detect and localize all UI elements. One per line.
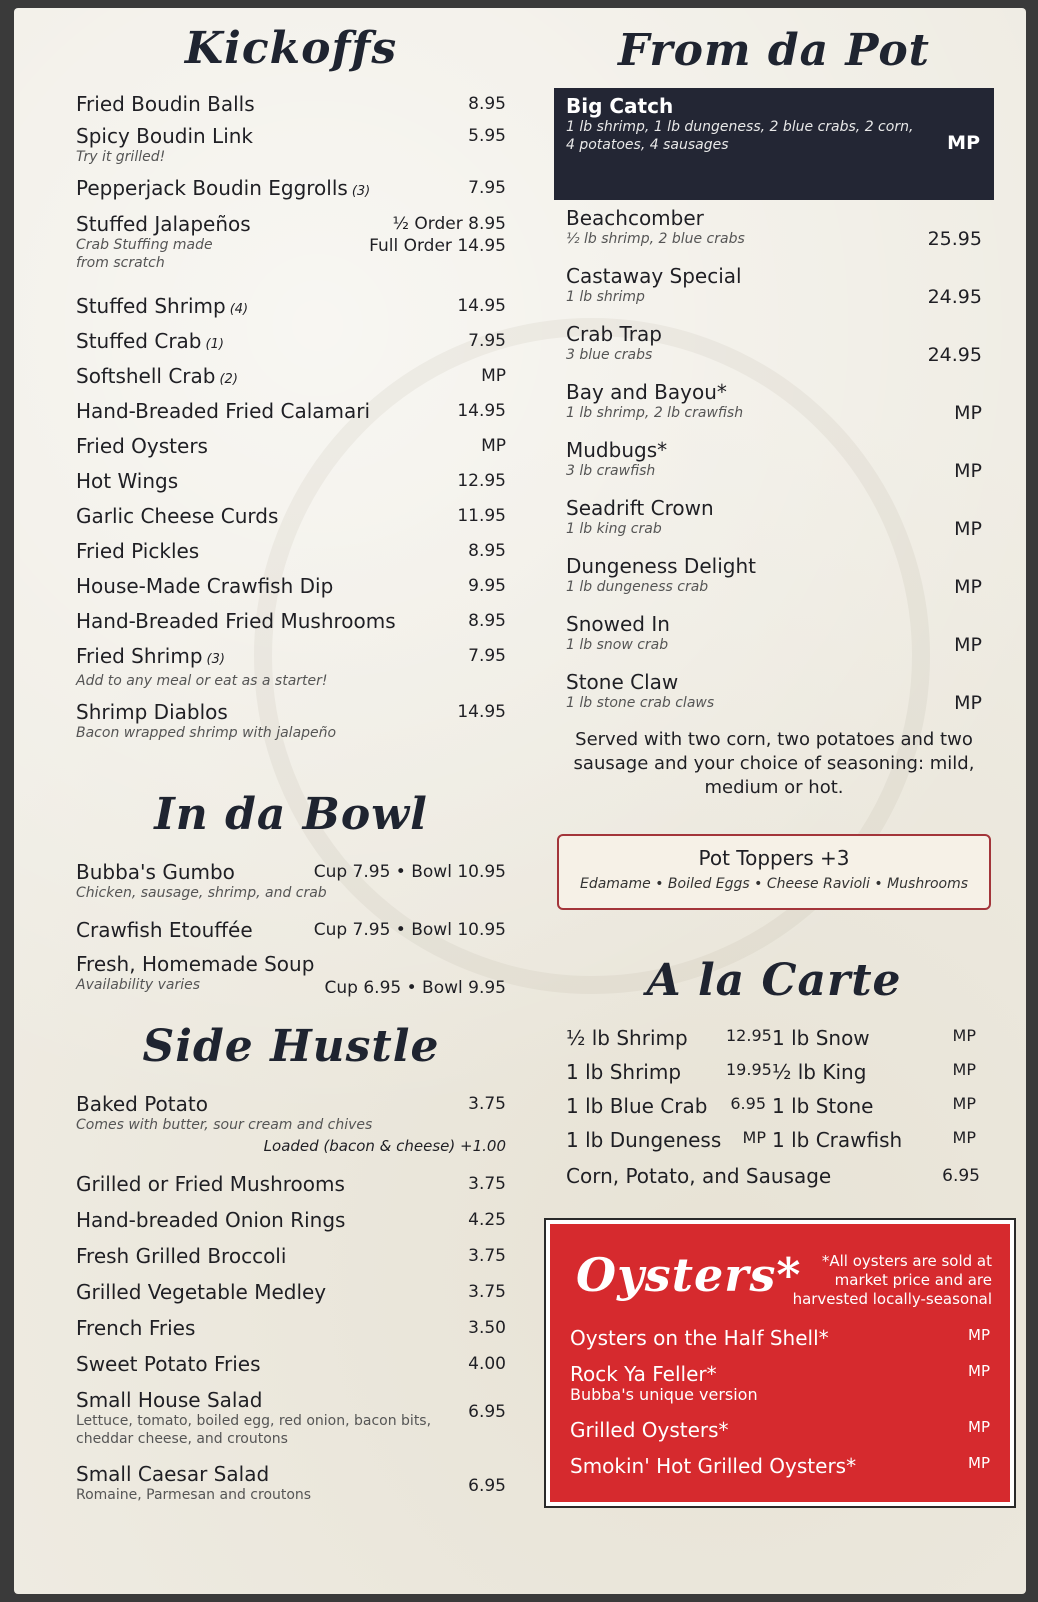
menu-item: French Fries 3.50	[76, 1316, 506, 1340]
alacarte-item: 1 lb Dungeness	[566, 1128, 722, 1152]
alacarte-item: 1 lb Blue Crab	[566, 1094, 708, 1118]
menu-item: Pepperjack Boudin Eggrolls (3) 7.95	[76, 176, 506, 200]
menu-item: House-Made Crawfish Dip 9.95	[76, 574, 506, 598]
alacarte-price: MP	[742, 1128, 766, 1147]
menu-item: Stuffed Crab (1) 7.95	[76, 329, 506, 353]
served-note: Served with two corn, two potatoes and two sausage and your choice of seasoning: mild, medium or hot.	[573, 729, 975, 798]
bowl-section	[76, 788, 506, 842]
menu-item: Fried Oysters MP	[76, 434, 506, 458]
alacarte-item: ½ lb Shrimp	[566, 1026, 688, 1050]
menu-item: Fried Shrimp (3) 7.95 Add to any meal or eat as a starter!	[76, 644, 506, 689]
alacarte-item: 1 lb Snow	[772, 1026, 870, 1050]
menu-item: Stuffed Shrimp (4) 14.95	[76, 294, 506, 318]
kickoffs-title: Kickoffs	[184, 23, 398, 74]
oysters-note: *All oysters are sold at market price and are harvested locally-seasonal	[792, 1252, 992, 1308]
menu-item: Stone Claw 1 lb stone crab claws MP	[566, 670, 982, 714]
alacarte-price: 6.95	[730, 1094, 766, 1113]
big-catch-item: Big Catch 1 lb shrimp, 1 lb dungeness, 2 blue crabs, 2 corn, 4 potatoes, 4 sausages MP	[554, 88, 994, 200]
menu-item: Corn, Potato, and Sausage 6.95	[566, 1164, 980, 1188]
menu-item: Beachcomber ½ lb shrimp, 2 blue crabs 25.95	[566, 206, 982, 250]
alacarte-price: MP	[952, 1060, 976, 1079]
side-section	[76, 1020, 506, 1074]
menu-item: Small Caesar Salad 6.95 Romaine, Parmesan and croutons	[76, 1462, 506, 1503]
menu-item: Spicy Boudin Link 5.95 Try it grilled!	[76, 124, 506, 165]
menu-item: Shrimp Diablos 14.95 Bacon wrapped shrimp with jalapeño	[76, 700, 506, 741]
pot-list	[554, 88, 994, 800]
side-list	[76, 1092, 506, 1512]
menu-item: Hand-Breaded Fried Mushrooms 8.95	[76, 609, 506, 633]
menu-item: Crab Trap 3 blue crabs 24.95	[566, 322, 982, 366]
menu-item: Fresh, Homemade Soup Cup 6.95 • Bowl 9.95 Availability varies	[76, 952, 506, 998]
menu-item: Stuffed Jalapeños ½ Order 8.95 Crab Stuffing made from scratch Full Order 14.95	[76, 212, 506, 271]
menu-item: Hot Wings 12.95	[76, 469, 506, 493]
alacarte-item: 1 lb Crawfish	[772, 1128, 903, 1152]
menu-item: Grilled Oysters* MP	[570, 1418, 990, 1442]
oysters-box	[546, 1220, 1014, 1506]
alacarte-price: 19.95	[726, 1060, 772, 1079]
pot-toppers-box: Pot Toppers +3 Edamame • Boiled Eggs • Cheese Ravioli • Mushrooms	[557, 834, 991, 910]
menu-item: Snowed In 1 lb snow crab MP	[566, 612, 982, 656]
alacarte-price: MP	[952, 1026, 976, 1045]
menu-item: Mudbugs* 3 lb crawfish MP	[566, 438, 982, 482]
menu-item: Crawfish Etouffée Cup 7.95 • Bowl 10.95	[76, 918, 506, 942]
menu-item: Oysters on the Half Shell* MP	[570, 1326, 990, 1350]
bowl-title: In da Bowl	[154, 789, 428, 840]
menu-item: Hand-breaded Onion Rings 4.25	[76, 1208, 506, 1232]
menu-item: Bay and Bayou* 1 lb shrimp, 2 lb crawfish MP	[566, 380, 982, 424]
menu-item: Grilled Vegetable Medley 3.75	[76, 1280, 506, 1304]
menu-item: Seadrift Crown 1 lb king crab MP	[566, 496, 982, 540]
menu-item: Baked Potato 3.75 Comes with butter, sour cream and chives Loaded (bacon & cheese) +1.00	[76, 1092, 506, 1155]
menu-item: Castaway Special 1 lb shrimp 24.95	[566, 264, 982, 308]
menu-item: Dungeness Delight 1 lb dungeness crab MP	[566, 554, 982, 598]
oysters-title: Oysters*	[576, 1248, 802, 1302]
alacarte-item: ½ lb King	[772, 1060, 867, 1084]
alacarte-grid	[566, 1026, 986, 1188]
alacarte-section	[554, 954, 994, 1008]
menu-item: Garlic Cheese Curds 11.95	[76, 504, 506, 528]
side-title: Side Hustle	[142, 1021, 440, 1072]
menu-item: Fried Boudin Balls 8.95	[76, 92, 506, 116]
toppers-box-wrap	[554, 834, 994, 910]
alacarte-item: 1 lb Stone	[772, 1094, 874, 1118]
alacarte-title: A la Carte	[646, 955, 902, 1006]
menu-item: Hand-Breaded Fried Calamari 14.95	[76, 399, 506, 423]
menu-item: Smokin' Hot Grilled Oysters* MP	[570, 1454, 990, 1478]
alacarte-price: 12.95	[726, 1026, 772, 1045]
menu-item: Fresh Grilled Broccoli 3.75	[76, 1244, 506, 1268]
menu-page	[14, 8, 1026, 1594]
kickoffs-section	[76, 22, 506, 76]
bowl-list	[76, 860, 506, 1004]
pot-section	[554, 24, 994, 78]
menu-item: Softshell Crab (2) MP	[76, 364, 506, 388]
alacarte-price: MP	[952, 1094, 976, 1113]
menu-item: Bubba's Gumbo Cup 7.95 • Bowl 10.95 Chicken, sausage, shrimp, and crab	[76, 860, 506, 901]
menu-item: Rock Ya Feller* MP Bubba's unique version	[570, 1362, 990, 1404]
pot-title: From da Pot	[617, 25, 931, 76]
menu-item: Small House Salad 6.95 Lettuce, tomato, boiled egg, red onion, bacon bits, cheddar cheese, and croutons	[76, 1388, 506, 1447]
kickoffs-list	[76, 92, 506, 748]
alacarte-item: 1 lb Shrimp	[566, 1060, 682, 1084]
menu-item: Fried Pickles 8.95	[76, 539, 506, 563]
menu-item: Grilled or Fried Mushrooms 3.75	[76, 1172, 506, 1196]
menu-item: Sweet Potato Fries 4.00	[76, 1352, 506, 1376]
alacarte-price: MP	[952, 1128, 976, 1147]
